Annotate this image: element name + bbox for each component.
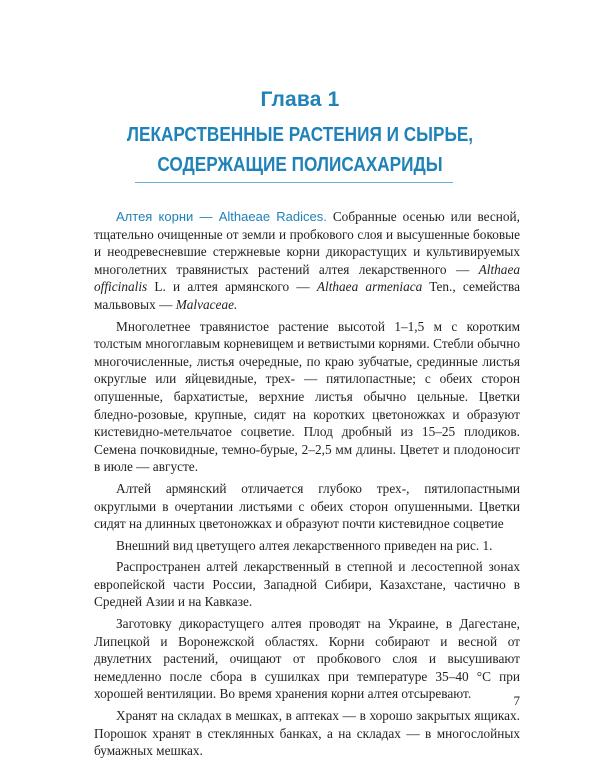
paragraph-harvesting: Заготовку дикорастущего алтея проводят на Украине, в Дагестане, Липецкой и Воронежской областях. Корни собирают и весной от двулетних растений, очищают от пробкового слоя и высушивают немедленно после сбора в сушилках при температуре 35–40 °С при хорошей вентиляции. Во время хранения корни алтея отсыревают. (94, 616, 520, 702)
paragraph-description: Многолетнее травянистое растение высотой 1–1,5 м с коротким толстым многоглавым корневищем и ветвистыми корнями. Стебли обычно многочисленные, листья очередные, по краю зубчатые, срединные листья округлые или яйцевидные, трех- — пятилопастные; с обеих сторон опушенные, бархатистые, верхние листья обычно цельные. Цветки бледно-розовые, крупные, сидят на коротких цветоножках и образуют кистевидно-метельчатое соцветие. Плод дробный из 15–25 плодиков. Семена почковидные, темно-бурые, 2–2,5 мм длины. Цветет и плодоносит в июле — августе. (94, 318, 520, 475)
latin-name: Malvaceae. (175, 296, 238, 312)
body-text (94, 208, 520, 764)
chapter-title-line-1: ЛЕКАРСТВЕННЫЕ РАСТЕНИЯ И СЫРЬЕ, (126, 124, 474, 146)
chapter-title-line-2: СОДЕРЖАЩИЕ ПОЛИСАХАРИДЫ (157, 154, 443, 176)
chapter-title (42, 120, 558, 180)
paragraph-distribution: Распространен алтей лекарственный в степной и лесостепной зонах европейской части России, Западной Сибири, Казахстане, частично в Средней Азии и на Кавказе. (94, 559, 520, 610)
paragraph-figure-ref: Внешний вид цветущего алтея лекарственного приведен на рис. 1. (116, 537, 493, 553)
chapter-number: Глава 1 (260, 88, 340, 111)
paragraph-text: L. и алтея армянского — (147, 279, 317, 295)
paragraph-althaea-roots (94, 208, 520, 314)
latin-name: Althaea officinalis (94, 261, 520, 295)
page-number: 7 (513, 693, 520, 708)
latin-name: Althaea armeniaca (316, 279, 423, 295)
paragraph-heading: Алтея корни — Althaeae Radices. (116, 209, 327, 224)
paragraph-storage: Хранят на складах в мешках, в аптеках — в хорошо закрытых ящиках. Порошок хранят в стеклянных банках, а на складах — в многослойных бумажных мешках. (94, 708, 520, 759)
paragraph-text: Собранные осенью или весной, тщательно очищенные от земли и пробкового слоя и высушенные боковые и неодревесневшие стержневые корни дикорастущих и культивируемых многолетних травянистых растений алтея лекарственного — (94, 209, 520, 277)
paragraph-text: Ten., семейства мальвовых — (94, 279, 520, 312)
paragraph-armenian-althaea: Алтей армянский отличается глубоко трех-, пятилопастными округлыми в очертании листьями с обеих сторон опушенными. Цветки сидят на длинных цветоножках и образуют почти кистевидное соцветие (94, 480, 520, 532)
title-divider (135, 182, 453, 183)
